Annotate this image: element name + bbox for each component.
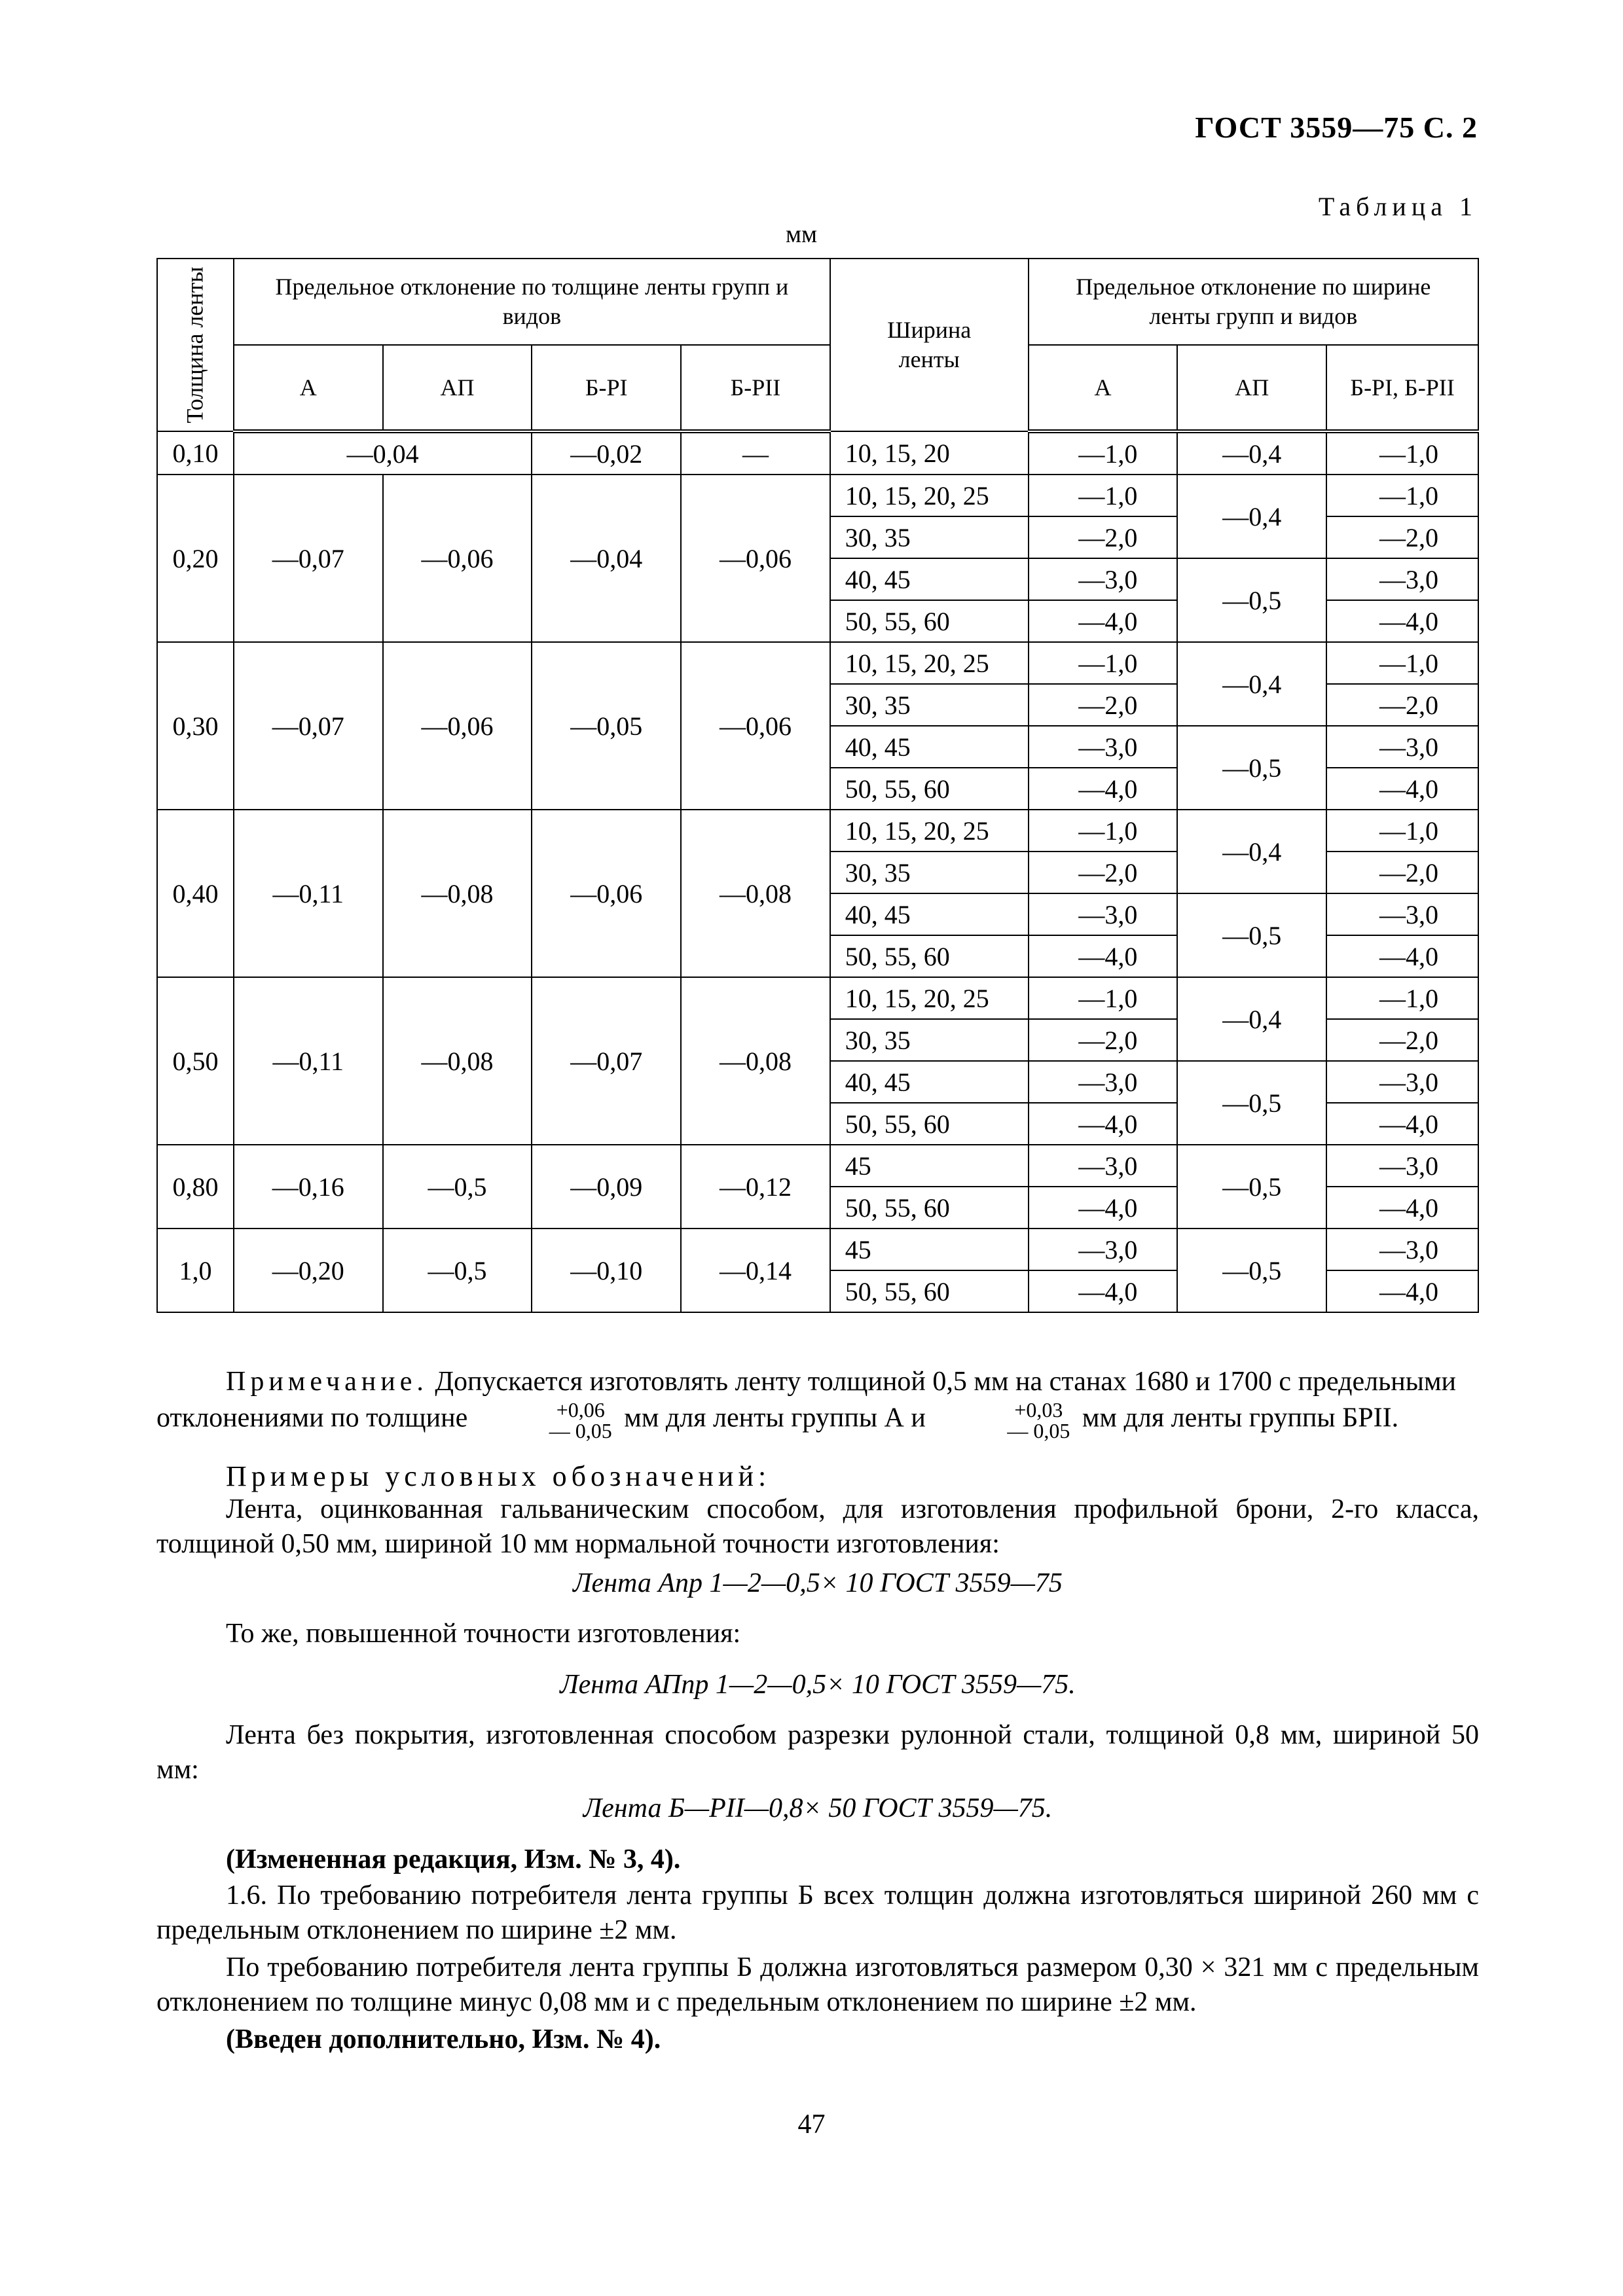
thickness-column-header: Толщина ленты (157, 259, 234, 431)
table-row: 0,40 —0,11 —0,08 —0,06 —0,08 10, 15, 20, 25 —1,0 —0,4 —1,0 (157, 810, 1478, 852)
subheader-bri: Б-РI (532, 345, 681, 431)
fraction-1: +0,06 — 0,05 (549, 1397, 612, 1443)
table-row: 40, 45 —3,0 —0,5 —3,0 (157, 726, 1478, 768)
table-row: 50, 55, 60 —4,0 —4,0 (157, 1103, 1478, 1145)
table-row: 30, 35 —2,0 —2,0 (157, 852, 1478, 893)
fraction-2: +0,03 — 0,05 (1007, 1397, 1070, 1443)
table-row: 50, 55, 60 —4,0 —4,0 (157, 935, 1478, 977)
table-row: 40, 45 —3,0 —0,5 —3,0 (157, 558, 1478, 600)
example-3-text: Лента без покрытия, изготовленная способом разрезки рулонной стали, толщиной 0,8 мм, шириной 50 мм: (156, 1720, 1479, 1785)
table-note (156, 1365, 1479, 1441)
table-subheader-row (157, 345, 1478, 431)
width-deviation-header: Предельное отклонение по ширине ленты групп и видов (1029, 259, 1478, 345)
clause-1-6-addition: По требованию потребителя лента группы Б должна изготовляться размером 0,30 × 321 мм с предельным отклонением по толщине минус 0,08 мм и с предельным отклонением по ширине ±2 мм. (156, 1952, 1479, 2017)
clause-1-6: 1.6. По требованию потребителя лента группы Б всех толщин должна изготовляться шириной 260 мм с предельным отклонением по ширине ±2 мм. (156, 1880, 1479, 1945)
width-ap-080: —0,5 (1177, 1145, 1326, 1229)
amendment-note-2: (Введен дополнительно, Изм. № 4). (226, 2024, 661, 2054)
example-1-designation: Лента Апр 1—2—0,5× 10 ГОСТ 3559—75 (573, 1568, 1063, 1598)
table-row: 30, 35 —2,0 —2,0 (157, 684, 1478, 726)
subheader-width-ap: АП (1177, 345, 1326, 431)
width-ap-10: —0,5 (1177, 1229, 1326, 1312)
table-row: 0,30 —0,07 —0,06 —0,05 —0,06 10, 15, 20, 25 —1,0 —0,4 —1,0 (157, 642, 1478, 684)
tolerance-table (156, 258, 1479, 1313)
example-3-designation: Лента Б—РII—0,8× 50 ГОСТ 3559—75. (583, 1793, 1053, 1823)
table-row: 50, 55, 60 —4,0 —4,0 (157, 768, 1478, 810)
table-row: 30, 35 —2,0 —2,0 (157, 516, 1478, 558)
table-row: 0,80 —0,16 —0,5 —0,09 —0,12 45 —3,0 —0,5 —3,0 (157, 1145, 1478, 1187)
note-text-2: мм для ленты группы А и (624, 1403, 926, 1433)
subheader-brii: Б-РII (681, 345, 830, 431)
subheader-a: А (234, 345, 383, 431)
table-row: 40, 45 —3,0 —0,5 —3,0 (157, 1061, 1478, 1103)
table-row: 1,0 —0,20 —0,5 —0,10 —0,14 45 —3,0 —0,5 —3,0 (157, 1229, 1478, 1270)
subheader-width-br: Б-РI, Б-РII (1326, 345, 1478, 431)
amendment-note-1: (Измененная редакция, Изм. № 3, 4). (226, 1844, 681, 1874)
table-row: 40, 45 —3,0 —0,5 —3,0 (157, 893, 1478, 935)
example-2-designation: Лента АПпр 1—2—0,5× 10 ГОСТ 3559—75. (560, 1670, 1076, 1700)
page-number: 47 (797, 2109, 826, 2140)
example-2-text: То же, повышенной точности изготовления: (226, 1619, 741, 1649)
table-row: 50, 55, 60 —4,0 —4,0 (157, 1270, 1478, 1312)
examples-title: Примеры условных обозначений: (226, 1460, 771, 1492)
subheader-ap: АП (383, 345, 532, 431)
table-row: 0,10 —0,04 —0,02 — 10, 15, 20 —1,0 —0,4 —1,0 (157, 431, 1478, 475)
table-header-row (157, 259, 1478, 345)
table-row: 30, 35 —2,0 —2,0 (157, 1019, 1478, 1061)
note-text-3: мм для ленты группы БРII. (1082, 1403, 1399, 1433)
table-row: 50, 55, 60 —4,0 —4,0 (157, 600, 1478, 642)
table-row: 0,50 —0,11 —0,08 —0,07 —0,08 10, 15, 20, 25 —1,0 —0,4 —1,0 (157, 977, 1478, 1019)
width-column-header: Ширина ленты (830, 259, 1029, 431)
document-header: ГОСТ 3559—75 С. 2 (1195, 111, 1478, 144)
example-1-text: Лента, оцинкованная гальваническим способом, для изготовления профильной брони, 2-го класса, толщиной 0,50 мм, шириной 10 мм нормальной точности изготовления: (156, 1494, 1479, 1559)
thickness-deviation-header: Предельное отклонение по толщине ленты групп и видов (234, 259, 830, 345)
note-text-1: Допускается изготовлять ленту толщиной 0,5 мм на станах 1680 и 1700 с предельными отклонениями по толщине (156, 1367, 1457, 1433)
subheader-width-a: А (1029, 345, 1178, 431)
table-units: мм (786, 221, 818, 248)
table-label: Таблица 1 (1318, 192, 1478, 221)
table-row: 0,20 —0,07 —0,06 —0,04 —0,06 10, 15, 20, 25 —1,0 —0,4 —1,0 (157, 475, 1478, 516)
table-row: 50, 55, 60 —4,0 —4,0 (157, 1187, 1478, 1229)
note-label: Примечание. (226, 1367, 428, 1397)
